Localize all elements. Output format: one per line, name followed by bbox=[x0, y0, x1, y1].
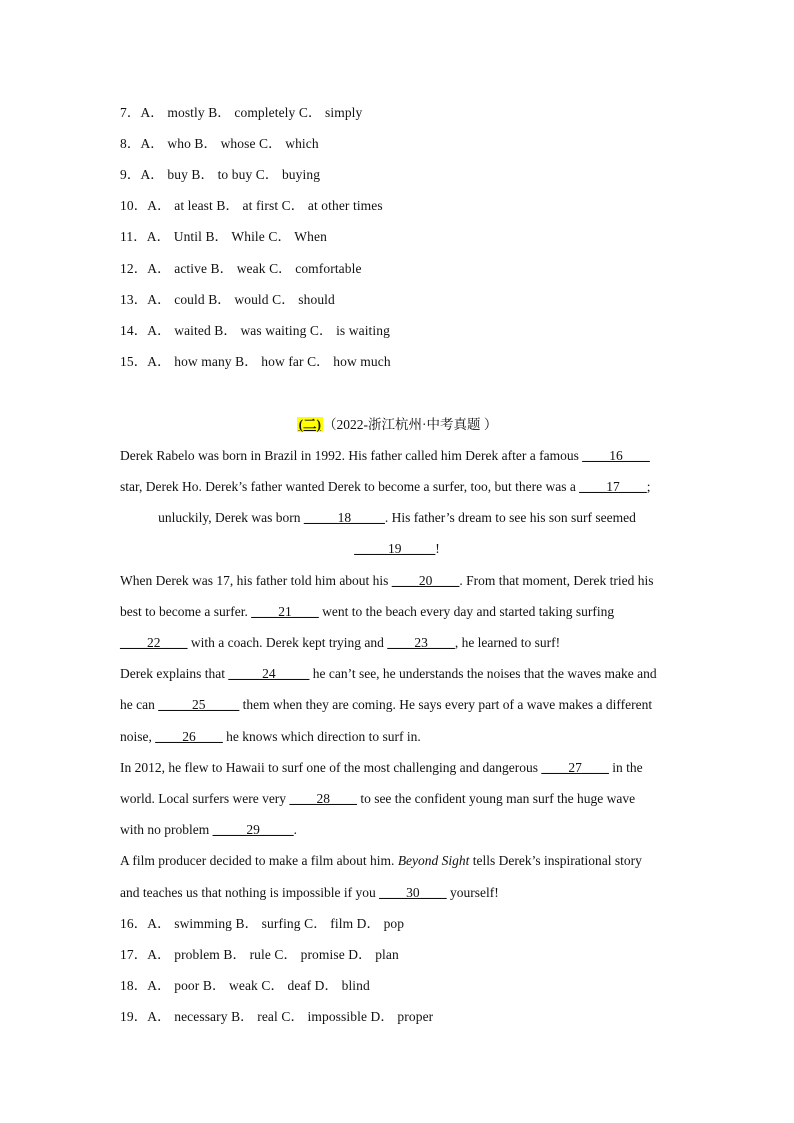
passage-line-5 bbox=[120, 572, 676, 590]
passage-line-12 bbox=[120, 790, 676, 808]
text: In 2012, he flew to Hawaii to surf one of the most challenging and dangerous bbox=[120, 760, 542, 775]
option-line-7: 7．A． mostly B． completely C． simply bbox=[120, 105, 363, 120]
passage-line-9 bbox=[120, 696, 676, 714]
passage-line-6 bbox=[120, 603, 676, 621]
blank-27[interactable]: ____27____ bbox=[541, 760, 609, 775]
passage-line-13 bbox=[120, 821, 676, 839]
text: Derek Rabelo was born in Brazil in 1992. His father called him Derek after a famous bbox=[120, 448, 583, 463]
text: to see the confident young man surf the huge wave bbox=[356, 791, 636, 806]
text: noise, bbox=[120, 729, 156, 744]
film-title: Beyond Sight bbox=[397, 853, 470, 868]
blank-19[interactable]: _____19_____ bbox=[354, 541, 436, 556]
text: with no problem bbox=[120, 822, 213, 837]
text: them when they are coming. He says every part of a wave makes a different bbox=[239, 697, 653, 712]
section-marker: (二) bbox=[298, 417, 322, 432]
text: . His father’s dream to see his son surf seemed bbox=[384, 510, 636, 525]
blank-17[interactable]: ____17____ bbox=[579, 479, 647, 494]
blank-28[interactable]: ____28____ bbox=[289, 791, 357, 806]
passage-line-8 bbox=[120, 665, 676, 683]
option-line-14: 14．A． waited B． was waiting C． is waiting bbox=[120, 323, 390, 338]
passage-line-10 bbox=[120, 728, 676, 746]
text: best to become a surfer. bbox=[120, 604, 252, 619]
passage-line-2 bbox=[120, 478, 676, 496]
option-line-18: 18．A． poor B． weak C． deaf D． blind bbox=[120, 978, 370, 993]
blank-24[interactable]: _____24_____ bbox=[228, 666, 310, 681]
blank-25[interactable]: _____25_____ bbox=[158, 697, 240, 712]
text: Derek explains that bbox=[120, 666, 229, 681]
option-line-9: 9．A． buy B． to buy C． buying bbox=[120, 167, 321, 182]
section-source: （2022-浙江杭州·中考真题 ） bbox=[323, 417, 498, 432]
text: ; bbox=[646, 479, 651, 494]
blank-29[interactable]: _____29_____ bbox=[212, 822, 294, 837]
option-line-10: 10．A． at least B． at first C． at other times bbox=[120, 198, 383, 213]
blank-21[interactable]: ____21____ bbox=[251, 604, 319, 619]
text: and teaches us that nothing is impossible if you bbox=[120, 885, 380, 900]
option-line-8: 8．A． who B． whose C． which bbox=[120, 136, 319, 151]
text: . From that moment, Derek tried his bbox=[459, 573, 654, 588]
text: tells Derek’s inspirational story bbox=[469, 853, 642, 868]
option-line-17: 17．A． problem B． rule C． promise D． plan bbox=[120, 947, 399, 962]
text: unluckily, Derek was born bbox=[158, 510, 304, 525]
passage-line-11 bbox=[120, 759, 676, 777]
blank-18[interactable]: _____18_____ bbox=[303, 510, 385, 525]
option-line-16: 16．A． swimming B． surfing C． film D． pop bbox=[120, 916, 405, 931]
option-line-15: 15．A． how many B． how far C． how much bbox=[120, 354, 391, 369]
blank-20[interactable]: ____20____ bbox=[391, 573, 460, 588]
text: When Derek was 17, his father told him about his bbox=[120, 573, 392, 588]
section-title bbox=[0, 416, 794, 434]
passage-line-1 bbox=[120, 447, 676, 465]
text: yourself! bbox=[446, 885, 499, 900]
option-line-13: 13．A． could B． would C． should bbox=[120, 292, 335, 307]
text: star, Derek Ho. Derek’s father wanted Derek to become a surfer, too, but there was a bbox=[120, 479, 580, 494]
text: in the bbox=[608, 760, 643, 775]
blank-16[interactable]: ____16____ bbox=[582, 448, 650, 463]
passage-line-15 bbox=[120, 884, 676, 902]
option-line-11: 11．A． Until B． While C． When bbox=[120, 229, 327, 244]
text: A film producer decided to make a film about him. bbox=[120, 853, 398, 868]
passage-line-7 bbox=[120, 634, 676, 652]
text: . bbox=[293, 822, 297, 837]
text: he can’t see, he understands the noises that the waves make and bbox=[309, 666, 657, 681]
text: he can bbox=[120, 697, 159, 712]
text: , he learned to surf! bbox=[454, 635, 561, 650]
passage-line-3 bbox=[0, 509, 794, 527]
blank-22[interactable]: ____22____ bbox=[120, 635, 188, 650]
passage-line-4 bbox=[0, 540, 794, 558]
text: with a coach. Derek kept trying and bbox=[187, 635, 388, 650]
passage-line-14 bbox=[120, 852, 676, 870]
text: he knows which direction to surf in. bbox=[222, 729, 421, 744]
option-line-19: 19．A． necessary B． real C． impossible D． proper bbox=[120, 1009, 434, 1024]
option-line-12: 12．A． active B． weak C． comfortable bbox=[120, 261, 362, 276]
blank-26[interactable]: ____26____ bbox=[155, 729, 223, 744]
blank-30[interactable]: ____30____ bbox=[379, 885, 447, 900]
text: went to the beach every day and started taking surfing bbox=[318, 604, 615, 619]
text: world. Local surfers were very bbox=[120, 791, 290, 806]
text: ! bbox=[435, 541, 440, 556]
blank-23[interactable]: ____23____ bbox=[387, 635, 455, 650]
